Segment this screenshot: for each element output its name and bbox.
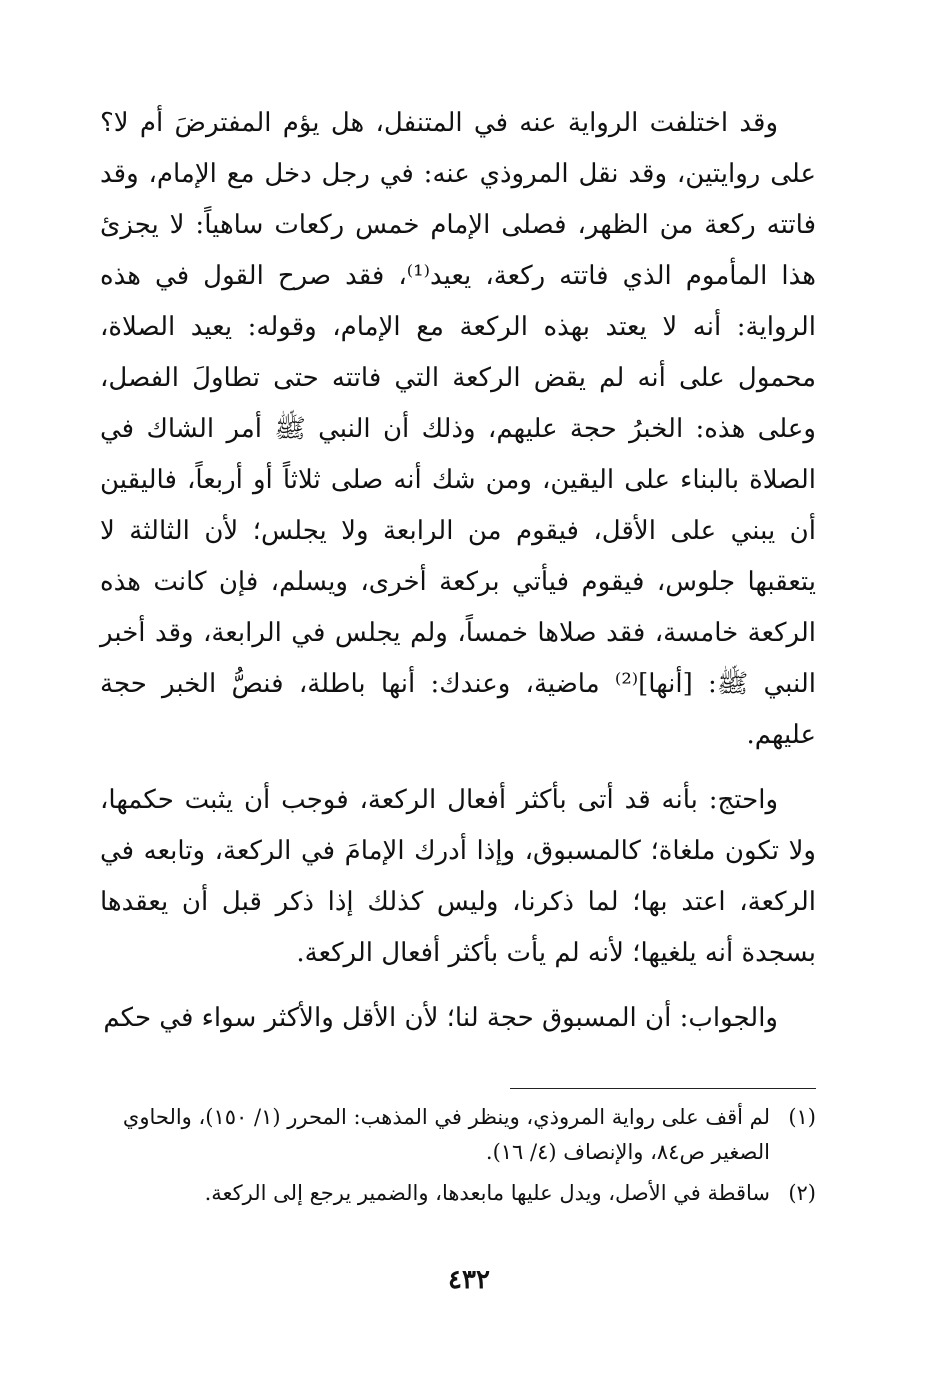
page-number: ٤٣٢	[448, 1265, 490, 1295]
paragraph-1: وقد اختلفت الرواية عنه في المتنفل، هل يؤم المفترضَ أم لا؟ على روايتين، وقد نقل المروذي عنه: في رجل دخل مع الإمام، وقد فاتته ركعة من الظهر، فصلى الإمام خمس ركعات ساهياً: لا يجزئ هذا المأموم الذي فاتته ركعة، يعيد⁽¹⁾، فقد صرح القول في هذه الرواية: أنه لا يعتد بهذه الركعة مع الإمام، وقوله: يعيد الصلاة، محمول على أنه لم يقض الركعة التي فاتته حتى تطاولَ الفصل، وعلى هذه: الخبرُ حجة عليهم، وذلك أن النبي ﷺ أمر الشاك في الصلاة بالبناء على اليقين، ومن شك أنه صلى ثلاثاً أو أربعاً، فاليقين أن يبني على الأقل، فيقوم من الرابعة ولا يجلس؛ لأن الثالثة لا يتعقبها جلوس، فيقوم فيأتي بركعة أخرى، ويسلم، فإن كانت هذه الركعة خامسة، فقد صلاها خمساً، ولم يجلس في الرابعة، وقد أخبر النبي ﷺ: [أنها]⁽²⁾ ماضية، وعندك: أنها باطلة، فنصُّ الخبر حجة عليهم.	[100, 108, 816, 750]
footnote-2	[100, 1176, 816, 1211]
footnotes	[100, 1100, 816, 1217]
footnote-number: (٢)	[788, 1181, 816, 1205]
footnote-number: (١)	[788, 1105, 816, 1129]
footnote-1	[100, 1100, 816, 1170]
footnote-text: لم أقف على رواية المروذي، وينظر في المذهب: المحرر (١/ ١٥٠)، والحاوي الصغير ص٨٤، والإنصاف (٤/ ١٦).	[122, 1105, 770, 1164]
paragraph-2: واحتج: بأنه قد أتى بأكثر أفعال الركعة، فوجب أن يثبت حكمها، ولا تكون ملغاة؛ كالمسبوق، وإذا أدرك الإمامَ في الركعة، وتابعه في الركعة، اعتد بها؛ لما ذكرنا، وليس كذلك إذا ذكر قبل أن يعقدها بسجدة أنه يلغيها؛ لأنه لم يأت بأكثر أفعال الركعة.	[100, 785, 816, 968]
footnote-text: ساقطة في الأصل، ويدل عليها مابعدها، والضمير يرجع إلى الركعة.	[204, 1181, 770, 1205]
main-text	[100, 98, 816, 1044]
footnote-divider	[510, 1088, 816, 1089]
paragraph-3: والجواب: أن المسبوق حجة لنا؛ لأن الأقل والأكثر سواء في حكم	[103, 1003, 778, 1033]
